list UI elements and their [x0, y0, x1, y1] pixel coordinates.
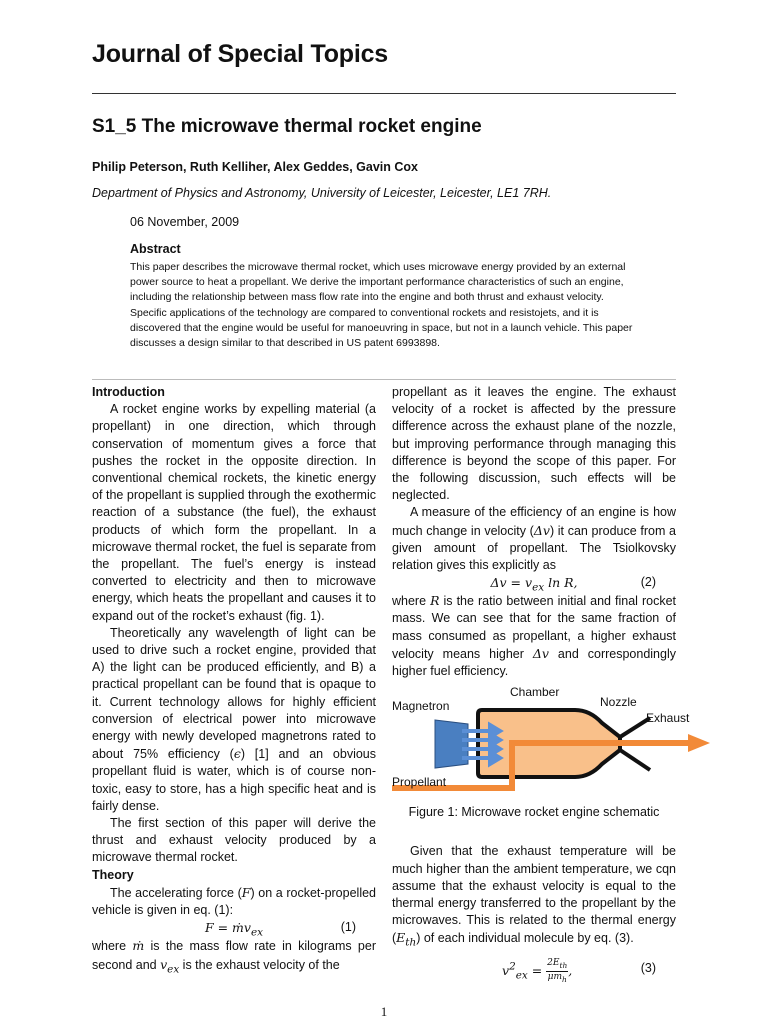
theory-p1-text-a: The accelerating force ( — [110, 885, 242, 900]
equation-2-expr-a: Δv = v — [490, 575, 533, 591]
equation-2-expr-b: ln R, — [544, 575, 578, 591]
equation-3-sub: ex — [515, 969, 528, 982]
journal-title: Journal of Special Topics — [92, 40, 388, 68]
mdot-symbol: ṁ — [132, 938, 145, 954]
theory-paragraph-2 — [92, 937, 376, 978]
denominator-text: μm — [547, 971, 562, 982]
equation-2-sub: ex — [532, 581, 545, 594]
right-p2-text-a: A measure of the efficiency of an engine is how much change in velocity ( — [392, 505, 676, 538]
fraction-denominator — [546, 972, 568, 985]
theory-p1-text-b: ) on a rocket-propelled vehicle is given in eq. (1): — [92, 885, 376, 918]
nozzle-lower-wall — [620, 750, 650, 770]
publication-date: 06 November, 2009 — [130, 215, 240, 229]
equation-2-body — [392, 574, 676, 597]
equation-2 — [392, 574, 676, 592]
ratio-symbol: R — [430, 593, 440, 609]
force-symbol: F — [241, 884, 251, 900]
right-p2-text-b: ) it can produce from a given amount of propellant. The Tsiolkovsky relation gives this explicitly as — [392, 523, 676, 573]
equation-2-number: (2) — [640, 575, 656, 590]
figure-1-caption: Figure 1: Microwave rocket engine schematic — [408, 805, 660, 820]
right-p4-text-b: ) of each individual molecule by eq. (3). — [416, 931, 634, 946]
equation-1 — [92, 919, 376, 937]
label-chamber: Chamber — [510, 685, 560, 700]
right-paragraph-1: propellant as it leaves the engine. The exhaust velocity of a rocket is affected by the pressure difference across the exhaust plane of the nozzle, but improving performance through managing this difference is beyond the scope of this paper. For the following discussion, such effects will be neglected. — [392, 385, 676, 503]
header-rule — [92, 93, 676, 94]
figure-1-schematic — [390, 685, 714, 798]
exhaust-arrowhead — [688, 734, 710, 752]
eth-symbol: E — [396, 930, 406, 946]
page-number: 1 — [380, 1004, 388, 1019]
equation-3 — [392, 956, 676, 982]
magnetron-shape — [435, 720, 468, 768]
delta-v-symbol-2: Δv — [532, 645, 549, 661]
eth-subscript: th — [405, 936, 417, 949]
abstract-heading: Abstract — [130, 242, 181, 256]
epsilon-symbol: ϵ — [233, 746, 241, 762]
equation-1-number: (1) — [340, 920, 356, 935]
introduction-heading: Introduction — [92, 385, 165, 399]
vex-subscript: ex — [167, 963, 180, 975]
delta-v-symbol: Δv — [533, 522, 550, 538]
equation-1-expr: F = ṁv — [204, 920, 251, 936]
label-magnetron: Magnetron — [392, 699, 450, 714]
label-propellant: Propellant — [392, 775, 447, 790]
equation-3-sup: 2 — [509, 960, 516, 973]
intro-p2-text-b: ) [1] and an obvious propellant fluid is water, which is of course non-toxic, easy to store, has a high specific heat and is fairly dense. — [92, 747, 377, 813]
equation-3-fraction — [546, 958, 568, 985]
right-p4-text-a: Given that the exhaust temperature will be much higher than the ambient temperature, we cqn assume that the exhaust velocity is equal to the thermal energy transferred to the propellant by the microwaves. This is related to the thermal energy ( — [392, 844, 676, 946]
right-p3-text-a: where — [392, 594, 431, 609]
affiliation: Department of Physics and Astronomy, University of Leicester, Leicester, LE1 7RH. — [92, 186, 552, 200]
right-paragraph-4 — [392, 843, 676, 952]
paper-title: S1_5 The microwave thermal rocket engine — [92, 116, 482, 137]
fraction-numerator — [546, 958, 568, 972]
theory-p2-text-c: is the exhaust velocity of the — [179, 957, 340, 972]
label-exhaust: Exhaust — [646, 711, 690, 726]
right-paragraph-2 — [392, 504, 676, 574]
equation-3-body: $v^2_{ex}$ = $\frac{2E_{th}}{\mu m_h}$ , — [502, 958, 573, 984]
intro-paragraph-1: A rocket engine works by expelling material (a propellant) in one direction, which through conservation of momentum gives a force that pushes the rocket in the opposite direction. In conventional chemical rockets, the kinetic energy of the propellant is supplied through the exothermic reaction of a substance (the fuel), the exhaust products of which form the propellant. In a microwave thermal rocket, the fuel is separate from the propellant. The fuel’s energy is instead converted to electricity and then to microwave energy, which heats the propellant and causes it to expand out of the rocket’s exhaust (fig. 1). — [92, 402, 376, 623]
denominator-sub: h — [561, 974, 567, 984]
numerator-sub: th — [559, 960, 568, 970]
intro-paragraph-3: The first section of this paper will derive the thrust and exhaust velocity produced by a microwave thermal rocket. — [92, 816, 376, 865]
right-column — [392, 384, 690, 984]
equation-3-number: (3) — [640, 961, 656, 976]
theory-paragraph-1 — [92, 884, 376, 919]
equation-3-lhs: v — [502, 962, 510, 978]
numerator-text: 2E — [547, 958, 560, 969]
equation-1-body — [92, 919, 376, 942]
label-nozzle: Nozzle — [600, 695, 637, 710]
authors: Philip Peterson, Ruth Kelliher, Alex Geddes, Gavin Cox — [92, 160, 419, 174]
abstract-text: This paper describes the microwave thermal rocket, which uses microwave energy provided by an external power source to heat a propellant. We derive the important performance characteristics of such an engine, including the relationship between mass flow rate into the engine and both thrust and exhaust velocity. Specific applications of the technology are compared to conventional rockets and resistojets, and it is discovered that the engine would be useful for manoeuvring in space, but not in a launch vehicle. This paper discusses a design similar to that described in US patent 6993898. — [130, 261, 633, 350]
intro-p2-text-a: Theoretically any wavelength of light can be used to drive such a rocket engine, provided that A) the light can be produced efficiently, and B) a practical propellant can be found that is opaque to it. Current technology allows for highly efficient conversion of electrical power into microwave energy with newly developed magnetrons rated to about 75% efficiency ( — [92, 625, 376, 762]
intro-paragraph-2 — [92, 625, 376, 815]
right-paragraph-3 — [392, 592, 676, 680]
abstract-rule — [92, 379, 676, 380]
right-p3-text-b: is the ratio between initial and final rocket mass. We can see that for the same fraction of mass consumed as propellant, a higher exhaust velocity means higher — [392, 594, 676, 661]
left-column — [92, 384, 376, 978]
theory-heading: Theory — [92, 867, 134, 882]
theory-p2-text-a: where — [92, 939, 133, 954]
theory-p2-text-b: is the mass flow rate in kilograms per second and — [92, 939, 376, 972]
equation-1-sub: ex — [250, 926, 264, 939]
right-p3-text-c: and correspondingly higher fuel efficiency. — [392, 646, 676, 679]
vex-symbol: v — [160, 956, 168, 972]
